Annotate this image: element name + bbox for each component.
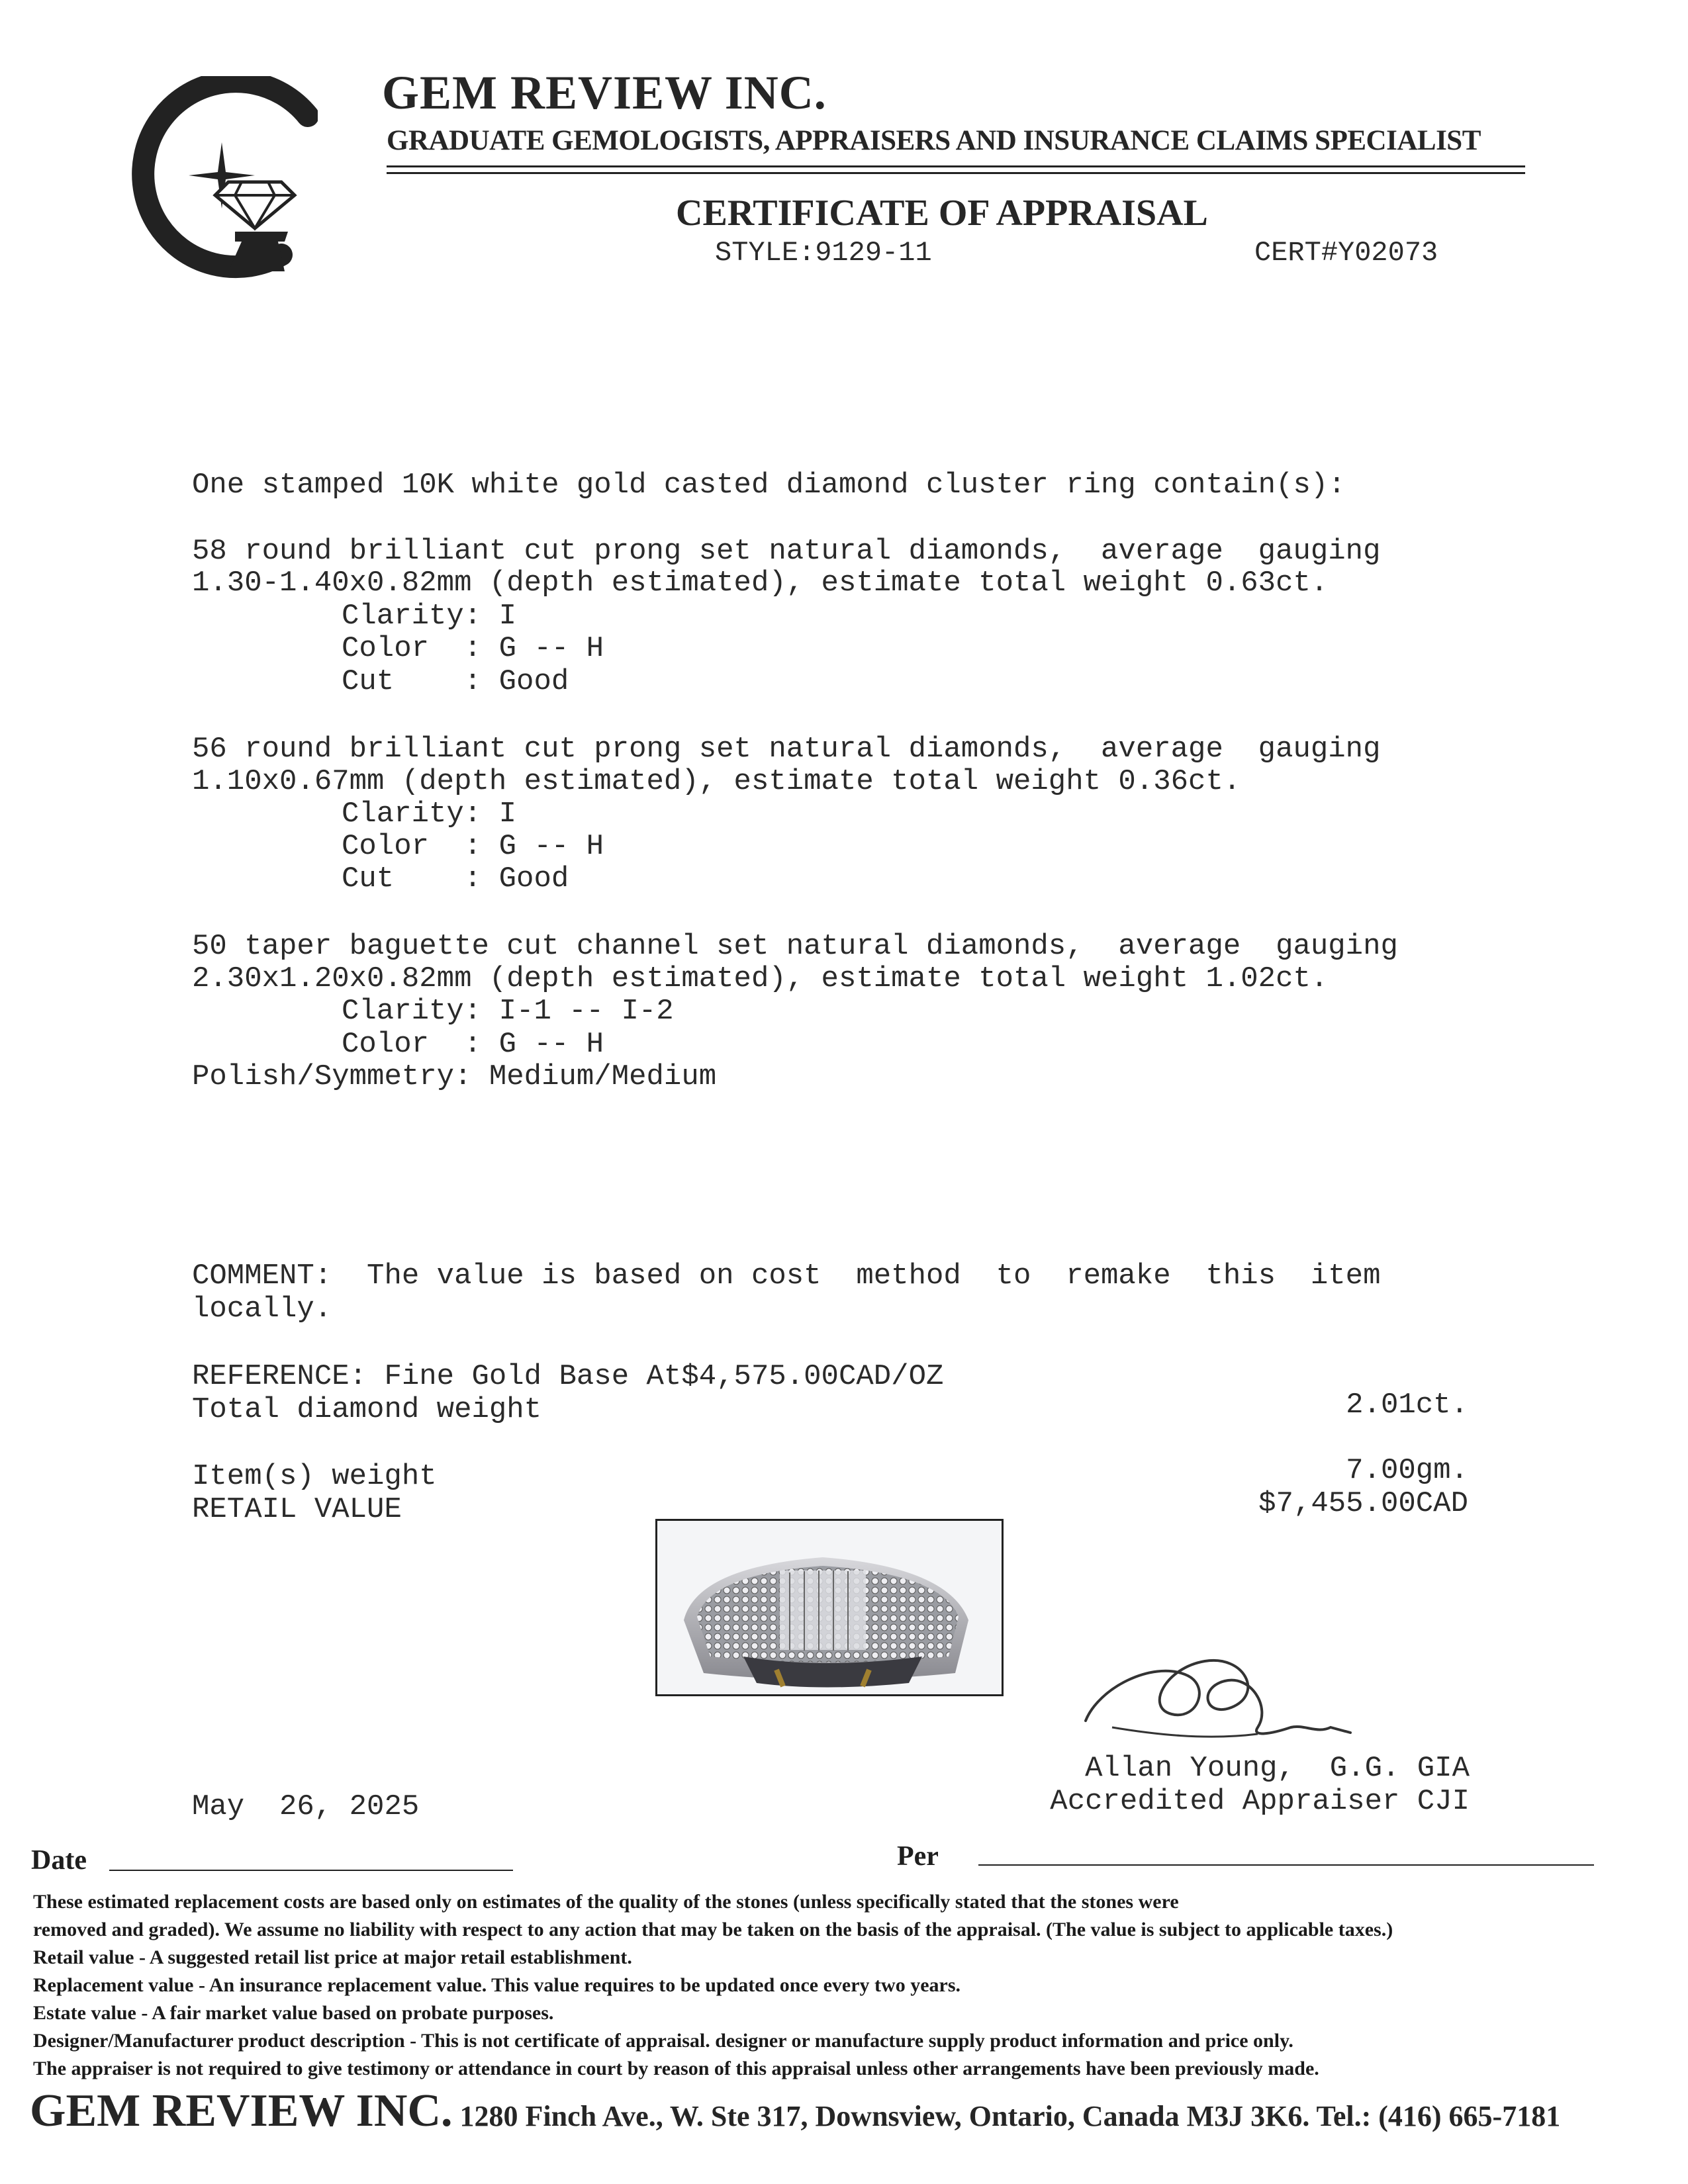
group2-line2: 1.10x0.67mm (depth estimated), estimate total weight 0.36ct. bbox=[192, 765, 1241, 798]
total-weight-label: Total diamond weight bbox=[192, 1393, 542, 1426]
reference-line: REFERENCE: Fine Gold Base At$4,575.00CAD/OZ bbox=[192, 1360, 944, 1393]
group3-clarity: Clarity: I-1 -- I-2 bbox=[342, 995, 674, 1028]
group3-color: Color : G -- H bbox=[342, 1028, 604, 1061]
item-weight-value: 7.00gm. bbox=[1346, 1454, 1468, 1487]
group2-line1: 56 round brilliant cut prong set natural diamonds, average gauging bbox=[192, 733, 1381, 766]
footer bbox=[30, 2085, 1560, 2150]
appraiser-name: Allan Young, G.G. GIA bbox=[1085, 1752, 1470, 1785]
comment-line1: COMMENT: The value is based on cost method to remake this item bbox=[192, 1259, 1381, 1293]
group1-line1: 58 round brilliant cut prong set natural diamonds, average gauging bbox=[192, 535, 1381, 568]
retail-value-amount: $7,455.00CAD bbox=[1258, 1487, 1468, 1520]
per-line bbox=[978, 1864, 1594, 1866]
company-logo bbox=[129, 76, 318, 281]
group3-line1: 50 taper baguette cut channel set natural diamonds, average gauging bbox=[192, 930, 1398, 963]
group3-polish: Polish/Symmetry: Medium/Medium bbox=[192, 1060, 717, 1093]
group2-color: Color : G -- H bbox=[342, 830, 604, 863]
appraisal-date: May 26, 2025 bbox=[192, 1790, 420, 1823]
total-weight-value: 2.01ct. bbox=[1346, 1388, 1468, 1422]
logo-diamond bbox=[215, 182, 295, 228]
disclaimer-line: Designer/Manufacturer product description - This is not certificate of appraisal. designer or manufacture supply product information and price only. bbox=[33, 2030, 1293, 2052]
disclaimer-line: Retail value - A suggested retail list price at major retail establishment. bbox=[33, 1946, 632, 1968]
appraiser-signature bbox=[1072, 1635, 1364, 1760]
date-line bbox=[109, 1870, 513, 1871]
document-title: CERTIFICATE OF APPRAISAL bbox=[676, 193, 1208, 234]
date-label: Date bbox=[31, 1845, 87, 1876]
group2-cut: Cut : Good bbox=[342, 862, 569, 895]
style-number: STYLE:9129-11 bbox=[715, 237, 932, 269]
item-weight-label: Item(s) weight bbox=[192, 1460, 437, 1493]
disclaimer-line: Estate value - A fair market value based on probate purposes. bbox=[33, 2002, 554, 2024]
company-name: GEM REVIEW INC. bbox=[382, 66, 827, 119]
disclaimer-line: These estimated replacement costs are based only on estimates of the quality of the stones (unless specifically stated that the stones were bbox=[33, 1891, 1179, 1913]
group1-cut: Cut : Good bbox=[342, 665, 569, 698]
group2-clarity: Clarity: I bbox=[342, 797, 517, 831]
logo-stand bbox=[228, 232, 288, 271]
certificate-number: CERT#Y02073 bbox=[1254, 237, 1438, 269]
appraiser-title: Accredited Appraiser CJI bbox=[1050, 1785, 1470, 1818]
header-rule-bottom bbox=[387, 172, 1525, 174]
group1-clarity: Clarity: I bbox=[342, 600, 517, 633]
retail-value-label: RETAIL VALUE bbox=[192, 1493, 402, 1526]
disclaimer-line: removed and graded). We assume no liability with respect to any action that may be taken on the basis of the appraisal. (The value is subject to applicable taxes.) bbox=[33, 1919, 1393, 1940]
disclaimer-line: The appraiser is not required to give testimony or attendance in court by reason of this appraisal unless other arrangements have been previously made. bbox=[33, 2058, 1319, 2079]
disclaimer bbox=[33, 1888, 1662, 2083]
footer-address: 1280 Finch Ave., W. Ste 317, Downsview, Ontario, Canada M3J 3K6. Tel.: (416) 665-7181 bbox=[452, 2100, 1561, 2132]
disclaimer-line: Replacement value - An insurance replacement value. This value requires to be updated once every two years. bbox=[33, 1974, 961, 1996]
group1-line2: 1.30-1.40x0.82mm (depth estimated), estimate total weight 0.63ct. bbox=[192, 567, 1329, 600]
group1-color: Color : G -- H bbox=[342, 632, 604, 665]
footer-company: GEM REVIEW INC. bbox=[30, 2085, 453, 2136]
group3-line2: 2.30x1.20x0.82mm (depth estimated), estimate total weight 1.02ct. bbox=[192, 962, 1329, 995]
intro-line: One stamped 10K white gold casted diamond cluster ring contain(s): bbox=[192, 469, 1346, 502]
ring-photo bbox=[655, 1519, 1004, 1696]
ring-illustration bbox=[657, 1521, 1002, 1694]
comment-line2: locally. bbox=[192, 1293, 332, 1326]
per-label: Per bbox=[897, 1841, 939, 1872]
company-tagline: GRADUATE GEMOLOGISTS, APPRAISERS AND INSURANCE CLAIMS SPECIALIST bbox=[387, 125, 1481, 156]
header-rule-top bbox=[387, 165, 1525, 167]
